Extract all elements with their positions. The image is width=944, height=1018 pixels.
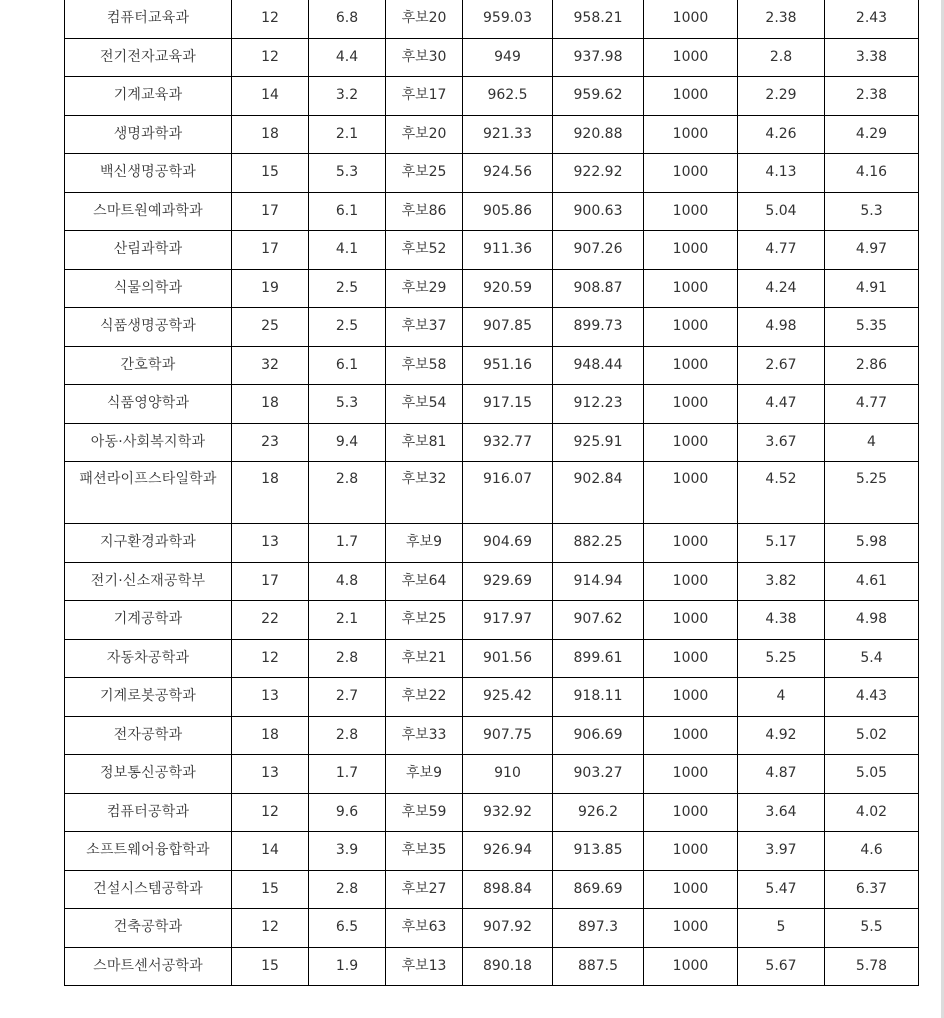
cell-top-score: 907.75 <box>463 716 553 755</box>
cell-cutoff-score: 899.61 <box>553 639 644 678</box>
cell-cutoff-score: 906.69 <box>553 716 644 755</box>
cell-department: 컴퓨터공학과 <box>65 793 232 832</box>
cell-max-score: 1000 <box>644 562 738 601</box>
cell-cutoff-grade: 4.61 <box>825 562 919 601</box>
table-row <box>65 0 919 38</box>
admissions-results-table <box>64 0 919 986</box>
cell-cutoff-score: 914.94 <box>553 562 644 601</box>
cell-quota: 18 <box>232 716 309 755</box>
cell-avg-grade: 5.25 <box>738 639 825 678</box>
cell-avg-grade: 5 <box>738 909 825 948</box>
cell-quota: 17 <box>232 231 309 270</box>
cell-max-score: 1000 <box>644 639 738 678</box>
cell-avg-grade: 4.13 <box>738 154 825 193</box>
cell-competition-rate: 2.7 <box>309 678 386 717</box>
cell-avg-grade: 4.26 <box>738 115 825 154</box>
cell-avg-grade: 2.67 <box>738 346 825 385</box>
cell-cutoff-score: 925.91 <box>553 423 644 462</box>
cell-max-score: 1000 <box>644 77 738 116</box>
cell-competition-rate: 9.4 <box>309 423 386 462</box>
cell-department: 산림과학과 <box>65 231 232 270</box>
cell-quota: 18 <box>232 115 309 154</box>
cell-top-score: 907.85 <box>463 308 553 347</box>
cell-department: 전자공학과 <box>65 716 232 755</box>
cell-department: 컴퓨터교육과 <box>65 0 232 38</box>
cell-max-score: 1000 <box>644 0 738 38</box>
cell-department: 스마트센서공학과 <box>65 947 232 986</box>
cell-department: 정보통신공학과 <box>65 755 232 794</box>
table-row <box>65 755 919 794</box>
cell-cutoff-grade: 5.78 <box>825 947 919 986</box>
cell-quota: 13 <box>232 755 309 794</box>
cell-quota: 14 <box>232 77 309 116</box>
cell-cutoff-grade: 5.05 <box>825 755 919 794</box>
cell-department: 기계교육과 <box>65 77 232 116</box>
cell-avg-grade: 3.97 <box>738 832 825 871</box>
cell-quota: 15 <box>232 870 309 909</box>
cell-top-score: 932.92 <box>463 793 553 832</box>
table-row <box>65 269 919 308</box>
cell-waitlist-rank: 후보59 <box>386 793 463 832</box>
cell-cutoff-score: 913.85 <box>553 832 644 871</box>
cell-quota: 12 <box>232 0 309 38</box>
cell-waitlist-rank: 후보58 <box>386 346 463 385</box>
cell-cutoff-grade: 5.25 <box>825 462 919 524</box>
cell-top-score: 917.15 <box>463 385 553 424</box>
cell-cutoff-grade: 5.02 <box>825 716 919 755</box>
table-row <box>65 601 919 640</box>
cell-max-score: 1000 <box>644 909 738 948</box>
cell-max-score: 1000 <box>644 269 738 308</box>
cell-department: 자동차공학과 <box>65 639 232 678</box>
cell-top-score: 911.36 <box>463 231 553 270</box>
cell-top-score: 901.56 <box>463 639 553 678</box>
cell-department: 식품영양학과 <box>65 385 232 424</box>
cell-top-score: 921.33 <box>463 115 553 154</box>
cell-competition-rate: 2.8 <box>309 639 386 678</box>
cell-cutoff-grade: 2.43 <box>825 0 919 38</box>
table-row <box>65 909 919 948</box>
cell-cutoff-grade: 5.98 <box>825 524 919 563</box>
cell-waitlist-rank: 후보20 <box>386 115 463 154</box>
cell-quota: 17 <box>232 192 309 231</box>
cell-waitlist-rank: 후보37 <box>386 308 463 347</box>
cell-waitlist-rank: 후보33 <box>386 716 463 755</box>
cell-cutoff-grade: 4.6 <box>825 832 919 871</box>
cell-avg-grade: 2.8 <box>738 38 825 77</box>
cell-waitlist-rank: 후보63 <box>386 909 463 948</box>
cell-top-score: 904.69 <box>463 524 553 563</box>
table-row <box>65 346 919 385</box>
cell-cutoff-grade: 2.38 <box>825 77 919 116</box>
cell-competition-rate: 1.9 <box>309 947 386 986</box>
table-row <box>65 115 919 154</box>
cell-competition-rate: 6.5 <box>309 909 386 948</box>
cell-department: 아동·사회복지학과 <box>65 423 232 462</box>
cell-waitlist-rank: 후보9 <box>386 524 463 563</box>
cell-avg-grade: 4.38 <box>738 601 825 640</box>
table-row <box>65 385 919 424</box>
cell-department: 식품생명공학과 <box>65 308 232 347</box>
table-row <box>65 423 919 462</box>
cell-department: 전기·신소재공학부 <box>65 562 232 601</box>
cell-cutoff-score: 948.44 <box>553 346 644 385</box>
cell-avg-grade: 5.47 <box>738 870 825 909</box>
cell-competition-rate: 5.3 <box>309 154 386 193</box>
cell-max-score: 1000 <box>644 115 738 154</box>
cell-department: 패션라이프스타일학과 <box>65 462 232 524</box>
cell-max-score: 1000 <box>644 524 738 563</box>
table-row <box>65 77 919 116</box>
cell-quota: 12 <box>232 639 309 678</box>
cell-waitlist-rank: 후보17 <box>386 77 463 116</box>
cell-cutoff-grade: 4.43 <box>825 678 919 717</box>
cell-cutoff-grade: 6.37 <box>825 870 919 909</box>
cell-quota: 12 <box>232 909 309 948</box>
cell-department: 전기전자교육과 <box>65 38 232 77</box>
cell-cutoff-score: 922.92 <box>553 154 644 193</box>
cell-quota: 12 <box>232 38 309 77</box>
cell-cutoff-score: 907.62 <box>553 601 644 640</box>
cell-cutoff-score: 908.87 <box>553 269 644 308</box>
cell-avg-grade: 3.64 <box>738 793 825 832</box>
table-row <box>65 562 919 601</box>
cell-waitlist-rank: 후보52 <box>386 231 463 270</box>
cell-top-score: 916.07 <box>463 462 553 524</box>
cell-avg-grade: 4.24 <box>738 269 825 308</box>
cell-cutoff-score: 899.73 <box>553 308 644 347</box>
cell-competition-rate: 2.8 <box>309 462 386 524</box>
cell-cutoff-score: 918.11 <box>553 678 644 717</box>
cell-cutoff-score: 882.25 <box>553 524 644 563</box>
cell-top-score: 962.5 <box>463 77 553 116</box>
cell-max-score: 1000 <box>644 755 738 794</box>
cell-quota: 23 <box>232 423 309 462</box>
cell-quota: 19 <box>232 269 309 308</box>
cell-waitlist-rank: 후보25 <box>386 154 463 193</box>
table-body <box>65 0 919 986</box>
cell-department: 생명과학과 <box>65 115 232 154</box>
cell-avg-grade: 3.82 <box>738 562 825 601</box>
cell-avg-grade: 4.77 <box>738 231 825 270</box>
cell-quota: 12 <box>232 793 309 832</box>
cell-waitlist-rank: 후보29 <box>386 269 463 308</box>
cell-max-score: 1000 <box>644 832 738 871</box>
cell-quota: 15 <box>232 154 309 193</box>
cell-waitlist-rank: 후보20 <box>386 0 463 38</box>
cell-department: 건축공학과 <box>65 909 232 948</box>
cell-waitlist-rank: 후보30 <box>386 38 463 77</box>
cell-waitlist-rank: 후보81 <box>386 423 463 462</box>
cell-waitlist-rank: 후보86 <box>386 192 463 231</box>
cell-cutoff-score: 900.63 <box>553 192 644 231</box>
cell-department: 소프트웨어융합학과 <box>65 832 232 871</box>
table-row <box>65 462 919 524</box>
cell-avg-grade: 3.67 <box>738 423 825 462</box>
cell-department: 백신생명공학과 <box>65 154 232 193</box>
cell-max-score: 1000 <box>644 678 738 717</box>
cell-quota: 32 <box>232 346 309 385</box>
cell-department: 간호학과 <box>65 346 232 385</box>
cell-waitlist-rank: 후보25 <box>386 601 463 640</box>
cell-competition-rate: 2.1 <box>309 601 386 640</box>
cell-competition-rate: 2.1 <box>309 115 386 154</box>
cell-max-score: 1000 <box>644 462 738 524</box>
table-row <box>65 793 919 832</box>
cell-max-score: 1000 <box>644 231 738 270</box>
cell-top-score: 907.92 <box>463 909 553 948</box>
cell-max-score: 1000 <box>644 38 738 77</box>
cell-quota: 14 <box>232 832 309 871</box>
table-row <box>65 524 919 563</box>
table-row <box>65 947 919 986</box>
cell-max-score: 1000 <box>644 423 738 462</box>
cell-cutoff-grade: 5.35 <box>825 308 919 347</box>
cell-cutoff-grade: 5.4 <box>825 639 919 678</box>
cell-quota: 22 <box>232 601 309 640</box>
cell-waitlist-rank: 후보22 <box>386 678 463 717</box>
cell-quota: 15 <box>232 947 309 986</box>
cell-competition-rate: 4.8 <box>309 562 386 601</box>
cell-avg-grade: 5.17 <box>738 524 825 563</box>
cell-competition-rate: 1.7 <box>309 524 386 563</box>
cell-avg-grade: 4.87 <box>738 755 825 794</box>
cell-avg-grade: 2.29 <box>738 77 825 116</box>
cell-competition-rate: 2.5 <box>309 269 386 308</box>
cell-avg-grade: 2.38 <box>738 0 825 38</box>
cell-cutoff-score: 907.26 <box>553 231 644 270</box>
cell-quota: 13 <box>232 524 309 563</box>
cell-avg-grade: 4.52 <box>738 462 825 524</box>
cell-max-score: 1000 <box>644 154 738 193</box>
cell-cutoff-grade: 5.3 <box>825 192 919 231</box>
cell-competition-rate: 1.7 <box>309 755 386 794</box>
cell-max-score: 1000 <box>644 716 738 755</box>
table-row <box>65 154 919 193</box>
cell-cutoff-grade: 2.86 <box>825 346 919 385</box>
cell-top-score: 959.03 <box>463 0 553 38</box>
cell-waitlist-rank: 후보13 <box>386 947 463 986</box>
cell-department: 기계공학과 <box>65 601 232 640</box>
cell-top-score: 929.69 <box>463 562 553 601</box>
cell-cutoff-score: 887.5 <box>553 947 644 986</box>
cell-waitlist-rank: 후보21 <box>386 639 463 678</box>
cell-max-score: 1000 <box>644 601 738 640</box>
cell-cutoff-grade: 4.97 <box>825 231 919 270</box>
cell-cutoff-score: 926.2 <box>553 793 644 832</box>
cell-cutoff-grade: 4.77 <box>825 385 919 424</box>
cell-top-score: 917.97 <box>463 601 553 640</box>
table-row <box>65 870 919 909</box>
admissions-results-table-wrapper <box>64 0 918 986</box>
cell-max-score: 1000 <box>644 870 738 909</box>
cell-cutoff-grade: 4.91 <box>825 269 919 308</box>
cell-competition-rate: 4.1 <box>309 231 386 270</box>
cell-top-score: 910 <box>463 755 553 794</box>
table-row <box>65 639 919 678</box>
cell-top-score: 949 <box>463 38 553 77</box>
cell-max-score: 1000 <box>644 385 738 424</box>
cell-competition-rate: 3.2 <box>309 77 386 116</box>
cell-quota: 17 <box>232 562 309 601</box>
cell-max-score: 1000 <box>644 346 738 385</box>
cell-avg-grade: 4.92 <box>738 716 825 755</box>
cell-top-score: 905.86 <box>463 192 553 231</box>
cell-cutoff-grade: 4.02 <box>825 793 919 832</box>
cell-top-score: 898.84 <box>463 870 553 909</box>
cell-competition-rate: 6.8 <box>309 0 386 38</box>
cell-cutoff-score: 897.3 <box>553 909 644 948</box>
cell-waitlist-rank: 후보35 <box>386 832 463 871</box>
cell-competition-rate: 3.9 <box>309 832 386 871</box>
cell-cutoff-score: 903.27 <box>553 755 644 794</box>
cell-competition-rate: 9.6 <box>309 793 386 832</box>
cell-max-score: 1000 <box>644 308 738 347</box>
cell-quota: 18 <box>232 462 309 524</box>
cell-waitlist-rank: 후보32 <box>386 462 463 524</box>
cell-waitlist-rank: 후보27 <box>386 870 463 909</box>
cell-top-score: 925.42 <box>463 678 553 717</box>
cell-competition-rate: 6.1 <box>309 346 386 385</box>
cell-cutoff-grade: 4 <box>825 423 919 462</box>
cell-quota: 13 <box>232 678 309 717</box>
table-row <box>65 678 919 717</box>
cell-cutoff-score: 912.23 <box>553 385 644 424</box>
cell-max-score: 1000 <box>644 192 738 231</box>
cell-cutoff-grade: 4.16 <box>825 154 919 193</box>
cell-max-score: 1000 <box>644 793 738 832</box>
cell-cutoff-score: 958.21 <box>553 0 644 38</box>
cell-waitlist-rank: 후보9 <box>386 755 463 794</box>
cell-quota: 18 <box>232 385 309 424</box>
cell-department: 건설시스템공학과 <box>65 870 232 909</box>
cell-cutoff-score: 869.69 <box>553 870 644 909</box>
table-row <box>65 38 919 77</box>
table-row <box>65 716 919 755</box>
table-row <box>65 308 919 347</box>
cell-avg-grade: 5.04 <box>738 192 825 231</box>
cell-avg-grade: 5.67 <box>738 947 825 986</box>
cell-quota: 25 <box>232 308 309 347</box>
cell-competition-rate: 2.8 <box>309 716 386 755</box>
cell-department: 지구환경과학과 <box>65 524 232 563</box>
cell-competition-rate: 5.3 <box>309 385 386 424</box>
cell-competition-rate: 2.5 <box>309 308 386 347</box>
table-row <box>65 192 919 231</box>
cell-top-score: 920.59 <box>463 269 553 308</box>
cell-competition-rate: 4.4 <box>309 38 386 77</box>
cell-avg-grade: 4.98 <box>738 308 825 347</box>
cell-waitlist-rank: 후보54 <box>386 385 463 424</box>
cell-competition-rate: 2.8 <box>309 870 386 909</box>
cell-department: 스마트원예과학과 <box>65 192 232 231</box>
cell-top-score: 890.18 <box>463 947 553 986</box>
cell-competition-rate: 6.1 <box>309 192 386 231</box>
cell-cutoff-score: 902.84 <box>553 462 644 524</box>
table-row <box>65 231 919 270</box>
cell-cutoff-score: 920.88 <box>553 115 644 154</box>
cell-max-score: 1000 <box>644 947 738 986</box>
cell-cutoff-grade: 5.5 <box>825 909 919 948</box>
cell-waitlist-rank: 후보64 <box>386 562 463 601</box>
cell-department: 기계로봇공학과 <box>65 678 232 717</box>
cell-avg-grade: 4 <box>738 678 825 717</box>
cell-top-score: 926.94 <box>463 832 553 871</box>
cell-avg-grade: 4.47 <box>738 385 825 424</box>
table-row <box>65 832 919 871</box>
cell-cutoff-grade: 3.38 <box>825 38 919 77</box>
cell-cutoff-score: 959.62 <box>553 77 644 116</box>
cell-cutoff-grade: 4.29 <box>825 115 919 154</box>
cell-top-score: 932.77 <box>463 423 553 462</box>
cell-top-score: 924.56 <box>463 154 553 193</box>
cell-cutoff-score: 937.98 <box>553 38 644 77</box>
cell-department: 식물의학과 <box>65 269 232 308</box>
cell-cutoff-grade: 4.98 <box>825 601 919 640</box>
cell-top-score: 951.16 <box>463 346 553 385</box>
